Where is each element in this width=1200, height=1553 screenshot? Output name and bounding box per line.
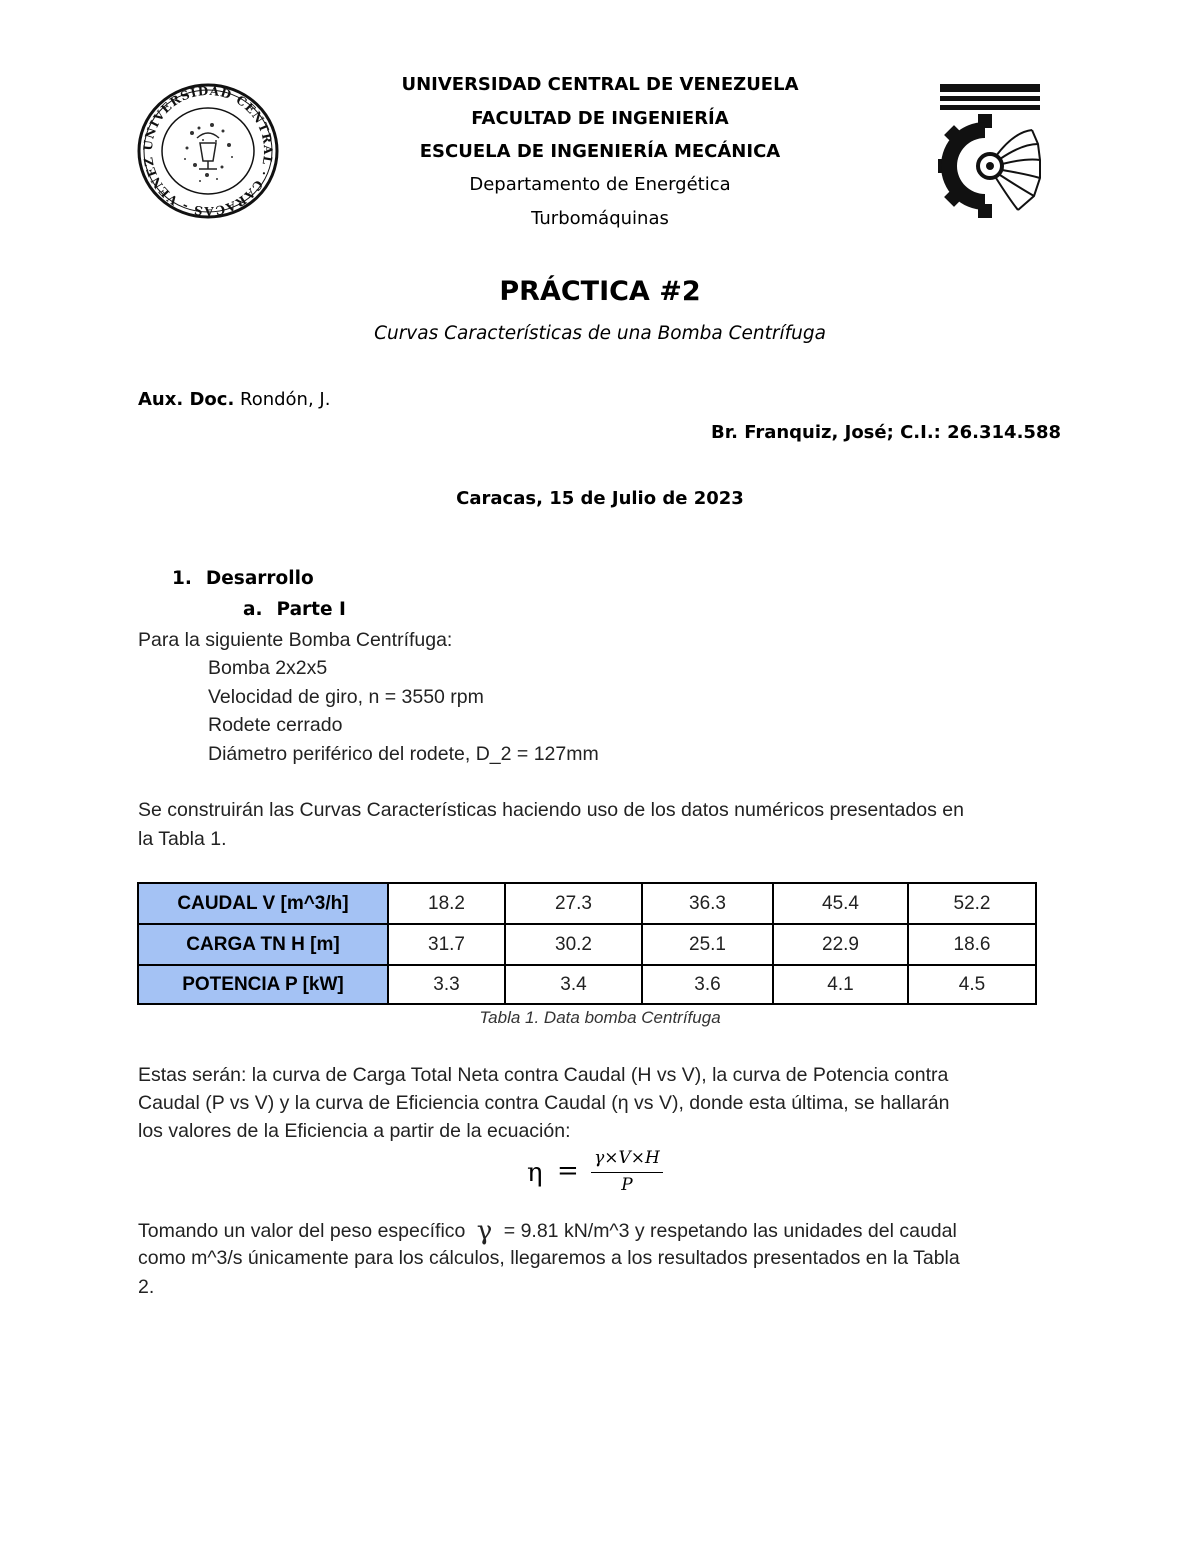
table-cell: 3.3 bbox=[388, 965, 505, 1004]
section-heading bbox=[172, 568, 314, 589]
text-segment: = 9.81 kN/m^3 y respetando las unidades del caudal bbox=[503, 1220, 957, 1242]
paragraph-line: Estas serán: la curva de Carga Total Neta contra Caudal (H vs V), la curva de Potencia contra bbox=[138, 1064, 949, 1086]
table-caption: Tabla 1. Data bomba Centrífuga bbox=[479, 1008, 721, 1027]
course-name: Turbomáquinas bbox=[531, 208, 669, 229]
student-label: Br. bbox=[711, 422, 738, 443]
table-cell: 22.9 bbox=[773, 924, 908, 965]
spec-item: Diámetro periférico del rodete, D_2 = 127mm bbox=[208, 743, 599, 765]
paragraph-line: los valores de la Eficiencia a partir de la ecuación: bbox=[138, 1120, 571, 1142]
spec-item: Bomba 2x2x5 bbox=[208, 657, 328, 679]
table-cell: 30.2 bbox=[505, 924, 642, 965]
table-cell: 45.4 bbox=[773, 883, 908, 924]
subsection-title: Parte I bbox=[276, 599, 346, 620]
page-title: PRÁCTICA #2 bbox=[499, 276, 701, 307]
student-name: Franquiz, José; C.I.: 26.314.588 bbox=[737, 422, 1061, 443]
student-line bbox=[711, 422, 1061, 443]
instructor-name: Rondón, J. bbox=[234, 389, 331, 410]
instructor-line bbox=[138, 389, 330, 410]
data-table bbox=[137, 882, 1037, 1005]
row-header: CAUDAL V [m^3/h] bbox=[138, 883, 388, 924]
table-cell: 36.3 bbox=[642, 883, 773, 924]
paragraph-line: como m^3/s únicamente para los cálculos, llegaremos a los resultados presentados en la Tabla bbox=[138, 1247, 960, 1269]
spec-item: Velocidad de giro, n = 3550 rpm bbox=[208, 686, 484, 708]
table-row bbox=[138, 965, 1036, 1004]
table-row bbox=[138, 883, 1036, 924]
intro-text: Para la siguiente Bomba Centrífuga: bbox=[138, 629, 453, 651]
section-number: 1. bbox=[172, 568, 192, 589]
paragraph-line bbox=[138, 1214, 957, 1244]
table-cell: 18.6 bbox=[908, 924, 1036, 965]
faculty-name: FACULTAD DE INGENIERÍA bbox=[471, 108, 729, 129]
table-row bbox=[138, 924, 1036, 965]
table-cell: 31.7 bbox=[388, 924, 505, 965]
date-city: Caracas bbox=[456, 488, 537, 509]
table-cell: 3.4 bbox=[505, 965, 642, 1004]
subsection-heading bbox=[243, 599, 346, 620]
paragraph-line: 2. bbox=[138, 1276, 155, 1298]
date-line bbox=[0, 488, 1200, 509]
table-cell: 4.5 bbox=[908, 965, 1036, 1004]
table-cell: 18.2 bbox=[388, 883, 505, 924]
row-header: POTENCIA P [kW] bbox=[138, 965, 388, 1004]
formula-numerator: γ×V×H bbox=[594, 1148, 660, 1168]
svg-text:UNIVERSIDAD CENTRAL · CARACAS: UNIVERSIDAD CENTRAL · CARACAS - VENEZ bbox=[140, 83, 276, 219]
formula-denominator: P bbox=[621, 1175, 633, 1195]
paragraph-line: Se construirán las Curvas Características haciendo uso de los datos numéricos presentados en bbox=[138, 799, 964, 821]
paragraph-line: la Tabla 1. bbox=[138, 828, 227, 850]
text-segment: Tomando un valor del peso específico bbox=[138, 1220, 466, 1242]
section-title: Desarrollo bbox=[205, 568, 314, 589]
paragraph-line: Caudal (P vs V) y la curva de Eficiencia contra Caudal (η vs V), donde esta última, se hallarán bbox=[138, 1092, 950, 1114]
formula-lhs: η bbox=[527, 1158, 543, 1188]
fraction-bar bbox=[591, 1172, 663, 1173]
table-cell: 25.1 bbox=[642, 924, 773, 965]
department-name: Departamento de Energética bbox=[469, 174, 731, 195]
spec-item: Rodete cerrado bbox=[208, 714, 343, 736]
date-rest: , 15 de Julio de 2023 bbox=[536, 488, 744, 509]
efficiency-formula bbox=[527, 1148, 687, 1200]
formula-equals: = bbox=[557, 1156, 579, 1186]
university-name: UNIVERSIDAD CENTRAL DE VENEZUELA bbox=[401, 74, 799, 95]
table-cell: 52.2 bbox=[908, 883, 1036, 924]
gamma-symbol: γ bbox=[476, 1216, 493, 1246]
table-cell: 27.3 bbox=[505, 883, 642, 924]
table-cell: 4.1 bbox=[773, 965, 908, 1004]
school-name: ESCUELA DE INGENIERÍA MECÁNICA bbox=[419, 141, 781, 162]
page-subtitle: Curvas Características de una Bomba Centrífuga bbox=[374, 323, 826, 344]
table-cell: 3.6 bbox=[642, 965, 773, 1004]
instructor-label: Aux. Doc. bbox=[138, 389, 235, 410]
row-header: CARGA TN H [m] bbox=[138, 924, 388, 965]
subsection-letter: a. bbox=[243, 599, 263, 620]
